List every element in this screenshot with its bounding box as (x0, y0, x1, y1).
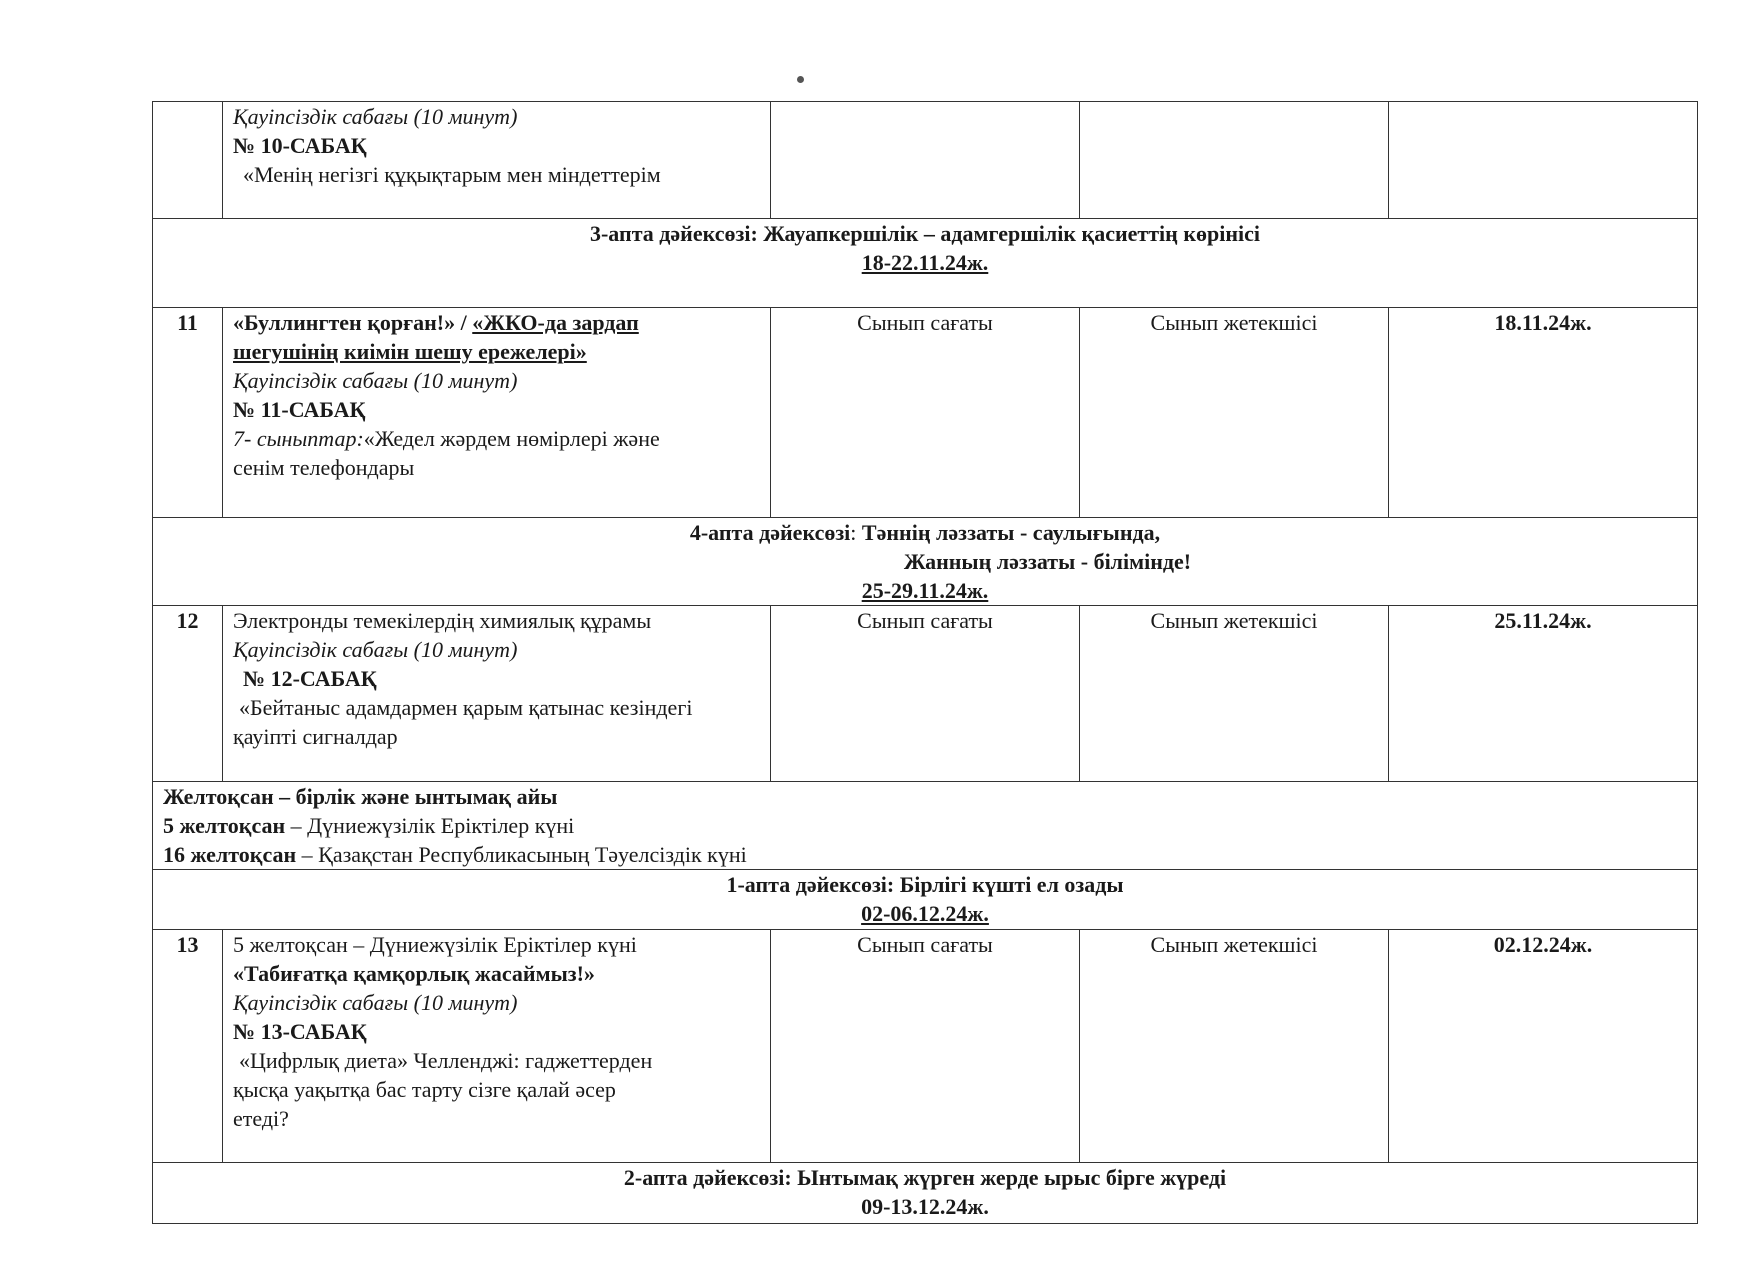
week-motto (163, 870, 1687, 899)
safety-lesson-label: Қауіпсіздік сабағы (10 минут) (233, 104, 518, 129)
row-number-cell (153, 102, 223, 219)
lesson-topic: 7- сыныптар:«Жедел жәрдем нөмірлері және (233, 426, 660, 451)
lesson-number: № 13-САБАҚ (233, 1019, 367, 1044)
date-cell: 25.11.24ж. (1389, 606, 1698, 782)
lesson-topic-cont: қысқа уақытқа бас тарту сізге қалай әсер (233, 1077, 616, 1102)
week-dates: 02-06.12.24ж. (861, 901, 989, 926)
content-cell (223, 308, 771, 518)
row-number: 13 (153, 930, 223, 1163)
lesson-topic: «Цифрлық диета» Челленджі: гаджеттерден (239, 1048, 653, 1073)
month-cell (153, 782, 1698, 870)
week-motto (163, 1163, 1687, 1192)
scan-speck (797, 76, 804, 83)
row-number: 11 (153, 308, 223, 518)
lesson-topic-cont: сенім телефондары (233, 455, 415, 480)
table-row (153, 308, 1698, 518)
event-title: «Буллингтен қорған!» / «ЖКО-да зардап (233, 310, 639, 335)
lesson-number: № 12-САБАҚ (243, 666, 377, 691)
month-title: Желтоқсан – бірлік және ынтымақ айы (163, 784, 558, 809)
table-row (153, 102, 1698, 219)
lesson-topic-cont: қауіпті сигналдар (233, 724, 398, 749)
date-cell: 02.12.24ж. (1389, 930, 1698, 1163)
event-date-line: 5 желтоқсан – Дүниежүзілік Еріктілер күні (233, 932, 637, 957)
lesson-topic-cont: етеді? (233, 1106, 289, 1131)
row-number: 12 (153, 606, 223, 782)
event-title: «Табиғатқа қамқорлық жасаймыз!» (233, 961, 595, 986)
events-plan-table (152, 101, 1698, 1224)
date-cell: 18.11.24ж. (1389, 308, 1698, 518)
week-motto: 4-апта дәйексөзі: Тәннің ләззаты - саулығында, (689, 520, 1161, 545)
week-motto-cont: Жанның ләззаты - білімінде! (903, 549, 1192, 574)
week-dates: 25-29.11.24ж. (861, 578, 989, 603)
week-motto-row (153, 518, 1698, 606)
week-motto-row (153, 219, 1698, 308)
form-cell: Сынып сағаты (771, 606, 1080, 782)
week-motto-cell (153, 1163, 1698, 1224)
lesson-number: № 10-САБАҚ (233, 133, 367, 158)
form-cell: Сынып сағаты (771, 308, 1080, 518)
week-dates: 18-22.11.24ж. (861, 250, 989, 275)
form-cell (771, 102, 1080, 219)
date-cell (1389, 102, 1698, 219)
week-motto-row (153, 1163, 1698, 1224)
safety-lesson-label: Қауіпсіздік сабағы (10 минут) (233, 368, 518, 393)
event-title: Электронды темекілердің химиялық құрамы (233, 608, 652, 633)
content-cell (223, 930, 771, 1163)
table-row (153, 606, 1698, 782)
week-motto-cell (153, 870, 1698, 930)
month-event: 5 желтоқсан – Дүниежүзілік Еріктілер күні (163, 813, 575, 838)
responsible-cell: Сынып жетекшісі (1080, 930, 1389, 1163)
week-motto-label: 1-апта дәйексөзі: (726, 872, 895, 897)
week-motto-text: Ынтымақ жүрген жерде ырыс бірге жүреді (797, 1165, 1227, 1190)
week-motto-label: 3-апта дәйексөзі: (589, 221, 758, 246)
lesson-topic: «Бейтаныс адамдармен қарым қатынас кезіндегі (239, 695, 693, 720)
month-row (153, 782, 1698, 870)
content-cell (223, 606, 771, 782)
table-row (153, 930, 1698, 1163)
safety-lesson-label: Қауіпсіздік сабағы (10 минут) (233, 990, 518, 1015)
month-event: 16 желтоқсан – Қазақстан Республикасының Тәуелсіздік күні (163, 842, 747, 867)
event-title-cont: шегушінің киімін шешу ережелері» (233, 339, 587, 364)
responsible-cell: Сынып жетекшісі (1080, 308, 1389, 518)
week-dates: 09-13.12.24ж. (861, 1194, 989, 1219)
week-motto-cell (153, 219, 1698, 308)
week-motto-text: Тәннің ләззаты - саулығында, (861, 520, 1161, 545)
responsible-cell (1080, 102, 1389, 219)
lesson-number: № 11-САБАҚ (233, 397, 366, 422)
week-motto-cell (153, 518, 1698, 606)
week-motto (163, 219, 1687, 248)
safety-lesson-label: Қауіпсіздік сабағы (10 минут) (233, 637, 518, 662)
lesson-topic: «Менің негізгі құқықтарым мен міндеттерім (243, 162, 661, 187)
week-motto-label: 4-апта дәйексөзі (689, 520, 851, 545)
form-cell: Сынып сағаты (771, 930, 1080, 1163)
week-motto-text: Жауапкершілік – адамгершілік қасиеттің көрінісі (763, 221, 1261, 246)
week-motto-label: 2-апта дәйексөзі: (623, 1165, 792, 1190)
content-cell (223, 102, 771, 219)
week-motto-row (153, 870, 1698, 930)
responsible-cell: Сынып жетекшісі (1080, 606, 1389, 782)
week-motto-text: Бірлігі күшті ел озады (899, 872, 1124, 897)
